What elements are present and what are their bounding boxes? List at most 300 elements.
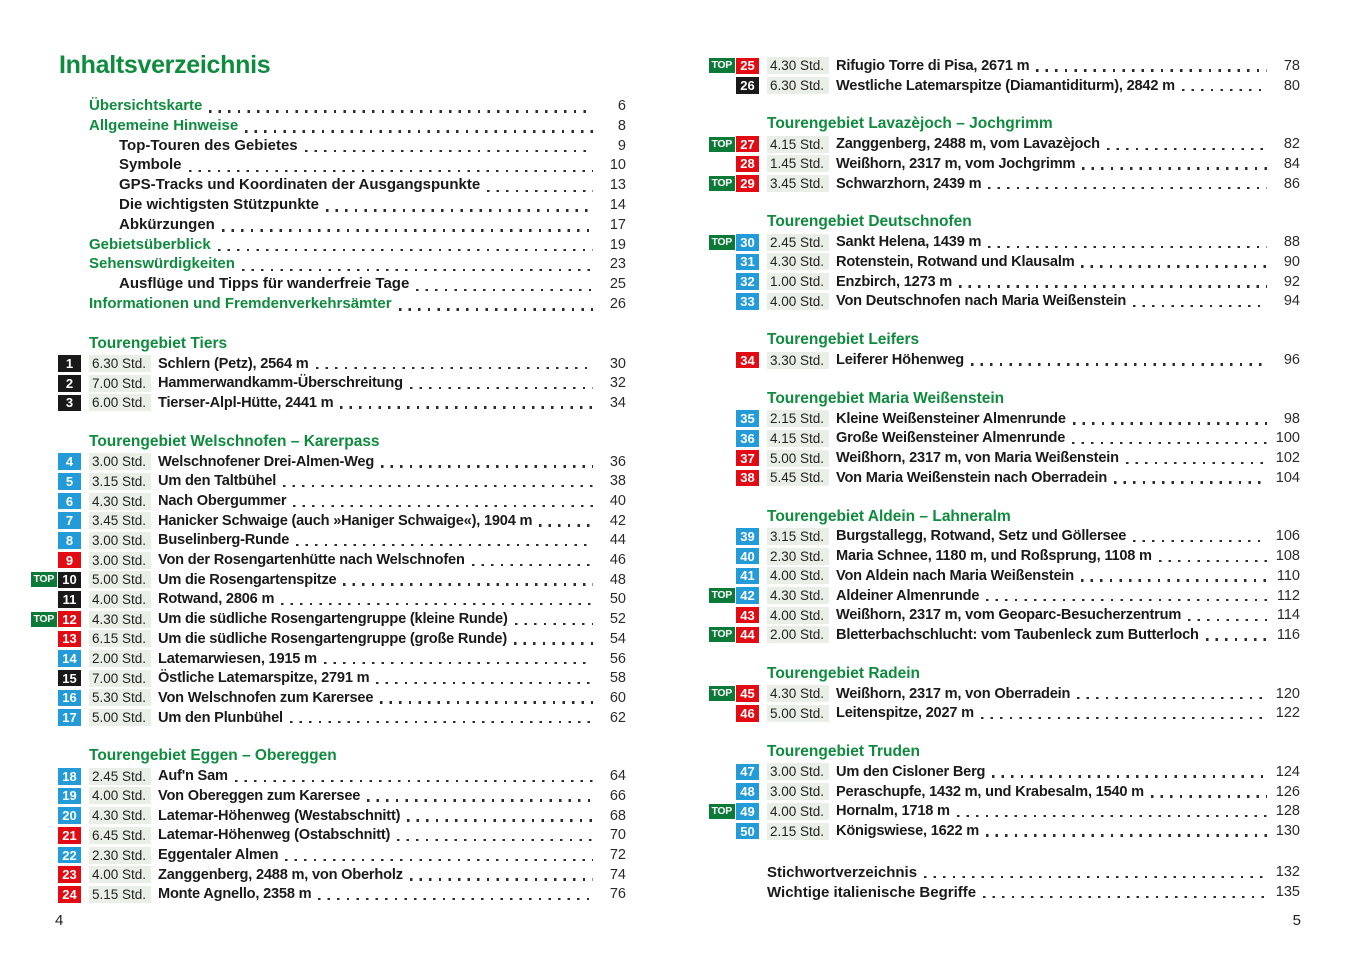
top-badge: TOP bbox=[709, 235, 736, 250]
tour-title: Um den Taltbühel bbox=[158, 473, 277, 490]
tour-title: Leiferer Höhenweg bbox=[836, 352, 964, 369]
front-matter-label: Gebietsüberblick bbox=[89, 235, 211, 253]
tour-duration: 4.30 Std. bbox=[767, 587, 829, 604]
dot-leader bbox=[1114, 481, 1267, 483]
tour-title: Weißhorn, 2317 m, von Oberradein bbox=[836, 685, 1071, 702]
tour-page-number: 62 bbox=[609, 709, 626, 726]
dot-leader bbox=[283, 485, 593, 487]
difficulty-badge-black: 1 bbox=[58, 355, 81, 372]
tour-section bbox=[708, 664, 1300, 723]
front-matter-row bbox=[89, 236, 626, 256]
tour-duration: 4.30 Std. bbox=[89, 493, 151, 510]
dot-leader bbox=[316, 367, 593, 369]
tour-section bbox=[708, 507, 1300, 645]
tour-duration: 3.15 Std. bbox=[89, 473, 151, 490]
dot-leader bbox=[1133, 305, 1267, 307]
dot-leader bbox=[1073, 422, 1267, 424]
difficulty-badge-black: 2 bbox=[58, 375, 81, 392]
difficulty-badge-red: 24 bbox=[58, 886, 81, 903]
tour-duration: 6.30 Std. bbox=[89, 355, 151, 372]
tour-page-number: 50 bbox=[609, 591, 626, 608]
tour-row bbox=[708, 154, 1300, 174]
tour-row bbox=[708, 586, 1300, 606]
dot-leader bbox=[1188, 619, 1267, 621]
tour-title: Monte Agnello, 2358 m bbox=[158, 886, 312, 903]
difficulty-badge-blue: 31 bbox=[736, 254, 759, 271]
tour-page-number: 86 bbox=[1283, 175, 1300, 192]
tour-title: Um den Plunbühel bbox=[158, 709, 283, 726]
tour-page-number: 88 bbox=[1283, 234, 1300, 251]
tour-duration: 4.00 Std. bbox=[89, 591, 151, 608]
dot-leader bbox=[983, 896, 1267, 898]
dot-leader bbox=[235, 780, 593, 782]
front-matter-page-number: 26 bbox=[609, 295, 626, 312]
tour-page-number: 108 bbox=[1275, 548, 1300, 565]
tour-page-number: 54 bbox=[609, 630, 626, 647]
front-matter-page-number: 10 bbox=[609, 157, 626, 174]
front-matter-page-number: 17 bbox=[609, 216, 626, 233]
difficulty-badge-red: 34 bbox=[736, 352, 759, 369]
tour-page-number: 124 bbox=[1275, 763, 1300, 780]
tour-duration: 3.00 Std. bbox=[767, 763, 829, 780]
right-page bbox=[708, 56, 1300, 902]
top-badge: TOP bbox=[709, 176, 736, 191]
dot-leader bbox=[1133, 540, 1267, 542]
left-tour-sections bbox=[30, 334, 626, 905]
tour-title: Von Maria Weißenstein nach Oberradein bbox=[836, 469, 1108, 486]
tour-page-number: 92 bbox=[1283, 273, 1300, 290]
tour-duration: 3.00 Std. bbox=[767, 783, 829, 800]
tour-page-number: 74 bbox=[609, 866, 626, 883]
tour-page-number: 34 bbox=[609, 394, 626, 411]
tour-duration: 2.15 Std. bbox=[767, 823, 829, 840]
tour-duration: 4.30 Std. bbox=[89, 611, 151, 628]
difficulty-badge-blue: 20 bbox=[58, 807, 81, 824]
tour-page-number: 72 bbox=[609, 847, 626, 864]
tour-duration: 3.00 Std. bbox=[89, 532, 151, 549]
top-badge: TOP bbox=[709, 588, 736, 603]
tour-page-number: 68 bbox=[609, 807, 626, 824]
tour-duration: 2.00 Std. bbox=[767, 626, 829, 643]
tour-duration: 4.30 Std. bbox=[89, 807, 151, 824]
tour-duration: 4.30 Std. bbox=[767, 57, 829, 74]
tour-row bbox=[708, 174, 1300, 194]
difficulty-badge-red: 28 bbox=[736, 156, 759, 173]
difficulty-badge-red: 43 bbox=[736, 607, 759, 624]
difficulty-badge-red: 27 bbox=[736, 136, 759, 153]
dot-leader bbox=[410, 387, 593, 389]
tour-row bbox=[708, 625, 1300, 645]
tour-title: Schwarzhorn, 2439 m bbox=[836, 175, 982, 192]
top-badge: TOP bbox=[709, 137, 736, 152]
dot-leader bbox=[1206, 638, 1267, 640]
top-badge-slot bbox=[708, 686, 735, 701]
top-badge-slot bbox=[708, 627, 735, 642]
tour-duration: 5.45 Std. bbox=[767, 469, 829, 486]
tour-page-number: 78 bbox=[1283, 57, 1300, 74]
tour-section bbox=[30, 432, 626, 728]
dot-leader bbox=[1182, 89, 1267, 91]
dot-leader bbox=[340, 406, 593, 408]
difficulty-badge-red: 38 bbox=[736, 470, 759, 487]
dot-leader bbox=[381, 465, 593, 467]
difficulty-badge-blue: 42 bbox=[736, 587, 759, 604]
tour-page-number: 114 bbox=[1276, 607, 1300, 624]
top-badge: TOP bbox=[709, 58, 736, 73]
tour-row bbox=[30, 865, 626, 885]
tour-title: Buselinberg-Runde bbox=[158, 532, 290, 549]
tour-page-number: 46 bbox=[609, 552, 626, 569]
top-badge-slot bbox=[708, 176, 735, 191]
tour-duration: 5.30 Std. bbox=[89, 689, 151, 706]
tour-page-number: 98 bbox=[1283, 410, 1300, 427]
top-badge: TOP bbox=[31, 572, 58, 587]
front-matter-list bbox=[30, 97, 626, 315]
tour-duration: 4.00 Std. bbox=[767, 607, 829, 624]
tour-page-number: 122 bbox=[1275, 705, 1300, 722]
tour-row bbox=[30, 688, 626, 708]
back-matter-page-number: 135 bbox=[1275, 884, 1300, 901]
tour-row bbox=[708, 429, 1300, 449]
tour-row bbox=[708, 272, 1300, 292]
section-heading: Tourengebiet Welschnofen – Karerpass bbox=[89, 432, 380, 450]
top-badge-slot bbox=[708, 804, 735, 819]
dot-leader bbox=[290, 721, 593, 723]
dot-leader bbox=[407, 819, 593, 821]
tour-page-number: 40 bbox=[609, 493, 626, 510]
tour-row bbox=[708, 448, 1300, 468]
tour-page-number: 82 bbox=[1283, 136, 1300, 153]
tour-row bbox=[708, 292, 1300, 312]
tour-page-number: 80 bbox=[1283, 77, 1300, 94]
tour-duration: 6.15 Std. bbox=[89, 630, 151, 647]
dot-leader bbox=[245, 130, 593, 132]
difficulty-badge-blue: 16 bbox=[58, 690, 81, 707]
dot-leader bbox=[957, 815, 1267, 817]
tour-page-number: 66 bbox=[609, 787, 626, 804]
difficulty-badge-blue: 19 bbox=[58, 788, 81, 805]
tour-page-number: 52 bbox=[609, 611, 626, 628]
tour-row bbox=[30, 885, 626, 905]
tour-row bbox=[30, 590, 626, 610]
dot-leader bbox=[326, 209, 593, 211]
tour-row bbox=[708, 56, 1300, 76]
difficulty-badge-blue: 30 bbox=[736, 234, 759, 251]
tour-row bbox=[708, 409, 1300, 429]
dot-leader bbox=[380, 701, 593, 703]
difficulty-badge-black: 26 bbox=[736, 77, 759, 94]
dot-leader bbox=[992, 775, 1267, 777]
top-badge-slot bbox=[708, 588, 735, 603]
difficulty-badge-blue: 47 bbox=[736, 764, 759, 781]
tour-duration: 3.00 Std. bbox=[89, 453, 151, 470]
back-matter-label: Stichwortverzeichnis bbox=[767, 863, 918, 881]
difficulty-badge-red: 37 bbox=[736, 450, 759, 467]
tour-title: Auf'n Sam bbox=[158, 768, 228, 785]
dot-leader bbox=[1081, 265, 1267, 267]
difficulty-badge-red: 12 bbox=[58, 611, 81, 628]
dot-leader bbox=[324, 662, 593, 664]
front-matter-row bbox=[89, 295, 626, 315]
tour-title: Zanggenberg, 2488 m, vom Lavazèjoch bbox=[836, 136, 1100, 153]
dot-leader bbox=[1107, 148, 1267, 150]
tour-title: Weißhorn, 2317 m, vom Jochgrimm bbox=[836, 155, 1076, 172]
tour-page-number: 116 bbox=[1276, 626, 1300, 643]
tour-title: Aldeiner Almenrunde bbox=[836, 587, 980, 604]
dot-leader bbox=[988, 187, 1267, 189]
tour-title: Um die südliche Rosengartengruppe (kleine Runde) bbox=[158, 611, 508, 628]
tour-row bbox=[708, 350, 1300, 370]
tour-title: Hammerwandkamm-Überschreitung bbox=[158, 375, 403, 392]
tour-page-number: 94 bbox=[1283, 293, 1300, 310]
tour-duration: 4.30 Std. bbox=[767, 253, 829, 270]
tour-row bbox=[30, 629, 626, 649]
dot-leader bbox=[1126, 462, 1267, 464]
tour-page-number: 36 bbox=[609, 453, 626, 470]
tour-title: Von Aldein nach Maria Weißenstein bbox=[836, 567, 1075, 584]
page-title: Inhaltsverzeichnis bbox=[59, 51, 271, 79]
back-matter-row bbox=[767, 862, 1300, 882]
difficulty-badge-black: 15 bbox=[58, 670, 81, 687]
top-badge-slot bbox=[708, 58, 735, 73]
tour-section bbox=[708, 56, 1300, 95]
tour-duration: 2.30 Std. bbox=[767, 548, 829, 565]
difficulty-badge-blue: 40 bbox=[736, 548, 759, 565]
tour-row bbox=[708, 232, 1300, 252]
tour-title: Sankt Helena, 1439 m bbox=[836, 234, 982, 251]
tour-page-number: 96 bbox=[1283, 352, 1300, 369]
difficulty-badge-red: 13 bbox=[58, 631, 81, 648]
tour-row bbox=[30, 491, 626, 511]
dot-leader bbox=[539, 524, 593, 526]
tour-row bbox=[708, 546, 1300, 566]
dot-leader bbox=[367, 799, 593, 801]
top-badge: TOP bbox=[709, 627, 736, 642]
tour-duration: 4.30 Std. bbox=[767, 685, 829, 702]
dot-leader bbox=[397, 839, 593, 841]
tour-title: Hanicker Schwaige (auch »Haniger Schwaige«), 1904 m bbox=[158, 512, 533, 529]
dot-leader bbox=[209, 110, 593, 112]
dot-leader bbox=[410, 878, 593, 880]
tour-duration: 4.00 Std. bbox=[767, 567, 829, 584]
tour-duration: 5.00 Std. bbox=[767, 450, 829, 467]
left-page-number: 4 bbox=[55, 912, 64, 929]
tour-row bbox=[30, 373, 626, 393]
tour-duration: 3.45 Std. bbox=[89, 512, 151, 529]
right-page-number: 5 bbox=[1292, 912, 1301, 929]
front-matter-page-number: 19 bbox=[609, 236, 626, 253]
tour-row bbox=[30, 826, 626, 846]
difficulty-badge-red: 44 bbox=[736, 627, 759, 644]
dot-leader bbox=[1082, 167, 1267, 169]
difficulty-badge-red: 23 bbox=[58, 866, 81, 883]
tour-title: Burgstallegg, Rotwand, Setz und Göllersee bbox=[836, 528, 1127, 545]
section-heading: Tourengebiet Lavazèjoch – Jochgrimm bbox=[767, 115, 1053, 133]
tour-row bbox=[30, 786, 626, 806]
dot-leader bbox=[1159, 560, 1267, 562]
tour-page-number: 48 bbox=[609, 571, 626, 588]
dot-leader bbox=[399, 308, 593, 310]
tour-page-number: 64 bbox=[609, 768, 626, 785]
tour-title: Bletterbachschlucht: vom Taubenleck zum Butterloch bbox=[836, 626, 1199, 643]
tour-title: Hornalm, 1718 m bbox=[836, 803, 950, 820]
dot-leader bbox=[296, 544, 593, 546]
tour-section bbox=[30, 334, 626, 413]
tour-duration: 4.00 Std. bbox=[89, 787, 151, 804]
tour-row bbox=[30, 570, 626, 590]
tour-title: Westliche Latemarspitze (Diamantiditurm), 2842 m bbox=[836, 77, 1175, 94]
difficulty-badge-blue: 18 bbox=[58, 768, 81, 785]
difficulty-badge-blue: 41 bbox=[736, 568, 759, 585]
tour-row bbox=[30, 649, 626, 669]
tour-row bbox=[708, 821, 1300, 841]
difficulty-badge-blue: 35 bbox=[736, 410, 759, 427]
tour-title: Von Obereggen zum Karersee bbox=[158, 787, 361, 804]
tour-title: Eggentaler Almen bbox=[158, 847, 279, 864]
tour-page-number: 30 bbox=[609, 355, 626, 372]
tour-row bbox=[708, 527, 1300, 547]
front-matter-page-number: 9 bbox=[617, 137, 626, 154]
difficulty-badge-blue: 8 bbox=[58, 532, 81, 549]
tour-duration: 6.30 Std. bbox=[767, 77, 829, 94]
back-matter-page-number: 132 bbox=[1275, 864, 1300, 881]
tour-duration: 3.15 Std. bbox=[767, 528, 829, 545]
dot-leader bbox=[376, 682, 593, 684]
difficulty-badge-red: 9 bbox=[58, 552, 81, 569]
tour-page-number: 120 bbox=[1275, 685, 1300, 702]
tour-row bbox=[708, 703, 1300, 723]
tour-row bbox=[30, 668, 626, 688]
dot-leader bbox=[981, 717, 1267, 719]
dot-leader bbox=[514, 642, 593, 644]
tour-row bbox=[708, 76, 1300, 96]
dot-leader bbox=[971, 363, 1267, 365]
tour-title: Latemar-Höhenweg (Ostabschnitt) bbox=[158, 827, 391, 844]
tour-title: Maria Schnee, 1180 m, und Roßsprung, 1108 m bbox=[836, 548, 1152, 565]
tour-page-number: 110 bbox=[1276, 567, 1300, 584]
tour-page-number: 70 bbox=[609, 827, 626, 844]
tour-row bbox=[30, 354, 626, 374]
front-matter-row bbox=[89, 156, 626, 176]
dot-leader bbox=[986, 834, 1267, 836]
back-matter-list bbox=[708, 862, 1300, 903]
tour-row bbox=[30, 472, 626, 492]
dot-leader bbox=[242, 269, 593, 271]
section-heading: Tourengebiet Deutschnofen bbox=[767, 213, 972, 231]
difficulty-badge-blue: 6 bbox=[58, 493, 81, 510]
tour-row bbox=[708, 468, 1300, 488]
dot-leader bbox=[281, 603, 593, 605]
top-badge-slot bbox=[30, 612, 57, 627]
front-matter-row bbox=[89, 97, 626, 117]
tour-page-number: 104 bbox=[1275, 469, 1300, 486]
tour-duration: 5.15 Std. bbox=[89, 886, 151, 903]
front-matter-row bbox=[89, 216, 626, 236]
tour-page-number: 38 bbox=[609, 473, 626, 490]
dot-leader bbox=[986, 599, 1267, 601]
dot-leader bbox=[222, 229, 593, 231]
tour-duration: 2.15 Std. bbox=[767, 410, 829, 427]
tour-title: Um die südliche Rosengartengruppe (große Runde) bbox=[158, 630, 507, 647]
difficulty-badge-red: 45 bbox=[736, 685, 759, 702]
tour-row bbox=[708, 762, 1300, 782]
front-matter-label: Top-Touren des Gebietes bbox=[119, 136, 298, 154]
front-matter-row bbox=[89, 255, 626, 275]
tour-page-number: 130 bbox=[1275, 823, 1300, 840]
tour-section bbox=[708, 389, 1300, 488]
section-heading: Tourengebiet Leifers bbox=[767, 331, 920, 349]
top-badge-slot bbox=[708, 235, 735, 250]
tour-section bbox=[708, 212, 1300, 311]
back-matter-row bbox=[767, 882, 1300, 902]
front-matter-label: GPS-Tracks und Koordinaten der Ausgangspunkte bbox=[119, 176, 481, 194]
top-badge-slot bbox=[708, 137, 735, 152]
tour-page-number: 106 bbox=[1275, 528, 1300, 545]
front-matter-page-number: 6 bbox=[617, 98, 626, 114]
tour-page-number: 128 bbox=[1275, 803, 1300, 820]
tour-title: Von der Rosengartenhütte nach Welschnofen bbox=[158, 552, 465, 569]
tour-duration: 7.00 Std. bbox=[89, 670, 151, 687]
tour-title: Leitenspitze, 2027 m bbox=[836, 705, 974, 722]
tour-page-number: 102 bbox=[1275, 450, 1300, 467]
front-matter-label: Symbole bbox=[119, 156, 182, 174]
difficulty-badge-blue: 49 bbox=[736, 803, 759, 820]
difficulty-badge-blue: 32 bbox=[736, 273, 759, 290]
tour-row bbox=[30, 531, 626, 551]
front-matter-row bbox=[89, 137, 626, 157]
dot-leader bbox=[515, 623, 593, 625]
tour-row bbox=[708, 566, 1300, 586]
dot-leader bbox=[472, 564, 593, 566]
top-badge-slot bbox=[30, 572, 57, 587]
difficulty-badge-blue: 22 bbox=[58, 847, 81, 864]
top-badge: TOP bbox=[31, 612, 58, 627]
section-heading: Tourengebiet Truden bbox=[767, 743, 920, 761]
tour-page-number: 90 bbox=[1283, 253, 1300, 270]
left-page bbox=[30, 50, 626, 904]
tour-row bbox=[30, 511, 626, 531]
section-heading: Tourengebiet Eggen – Obereggen bbox=[89, 747, 337, 765]
tour-page-number: 76 bbox=[609, 886, 626, 903]
dot-leader bbox=[1077, 697, 1267, 699]
tour-duration: 3.45 Std. bbox=[767, 175, 829, 192]
tour-row bbox=[708, 605, 1300, 625]
front-matter-row bbox=[89, 196, 626, 216]
top-badge: TOP bbox=[709, 686, 736, 701]
tour-duration: 2.45 Std. bbox=[89, 768, 151, 785]
tour-row bbox=[30, 766, 626, 786]
dot-leader bbox=[1081, 579, 1267, 581]
front-matter-label: Sehenswürdigkeiten bbox=[89, 255, 235, 273]
difficulty-badge-black: 11 bbox=[58, 591, 81, 608]
dot-leader bbox=[988, 246, 1267, 248]
tour-duration: 5.00 Std. bbox=[89, 571, 151, 588]
tour-duration: 6.00 Std. bbox=[89, 394, 151, 411]
difficulty-badge-blue: 33 bbox=[736, 293, 759, 310]
tour-page-number: 100 bbox=[1275, 430, 1300, 447]
tour-duration: 5.00 Std. bbox=[89, 709, 151, 726]
tour-row bbox=[708, 134, 1300, 154]
tour-page-number: 58 bbox=[609, 670, 626, 687]
tour-title: Latemarwiesen, 1915 m bbox=[158, 650, 317, 667]
tour-duration: 4.00 Std. bbox=[89, 866, 151, 883]
tour-section bbox=[708, 330, 1300, 370]
tour-duration: 1.00 Std. bbox=[767, 273, 829, 290]
section-heading: Tourengebiet Tiers bbox=[89, 334, 228, 352]
tour-row bbox=[30, 550, 626, 570]
tour-page-number: 56 bbox=[609, 650, 626, 667]
tour-title: Rifugio Torre di Pisa, 2671 m bbox=[836, 57, 1030, 74]
